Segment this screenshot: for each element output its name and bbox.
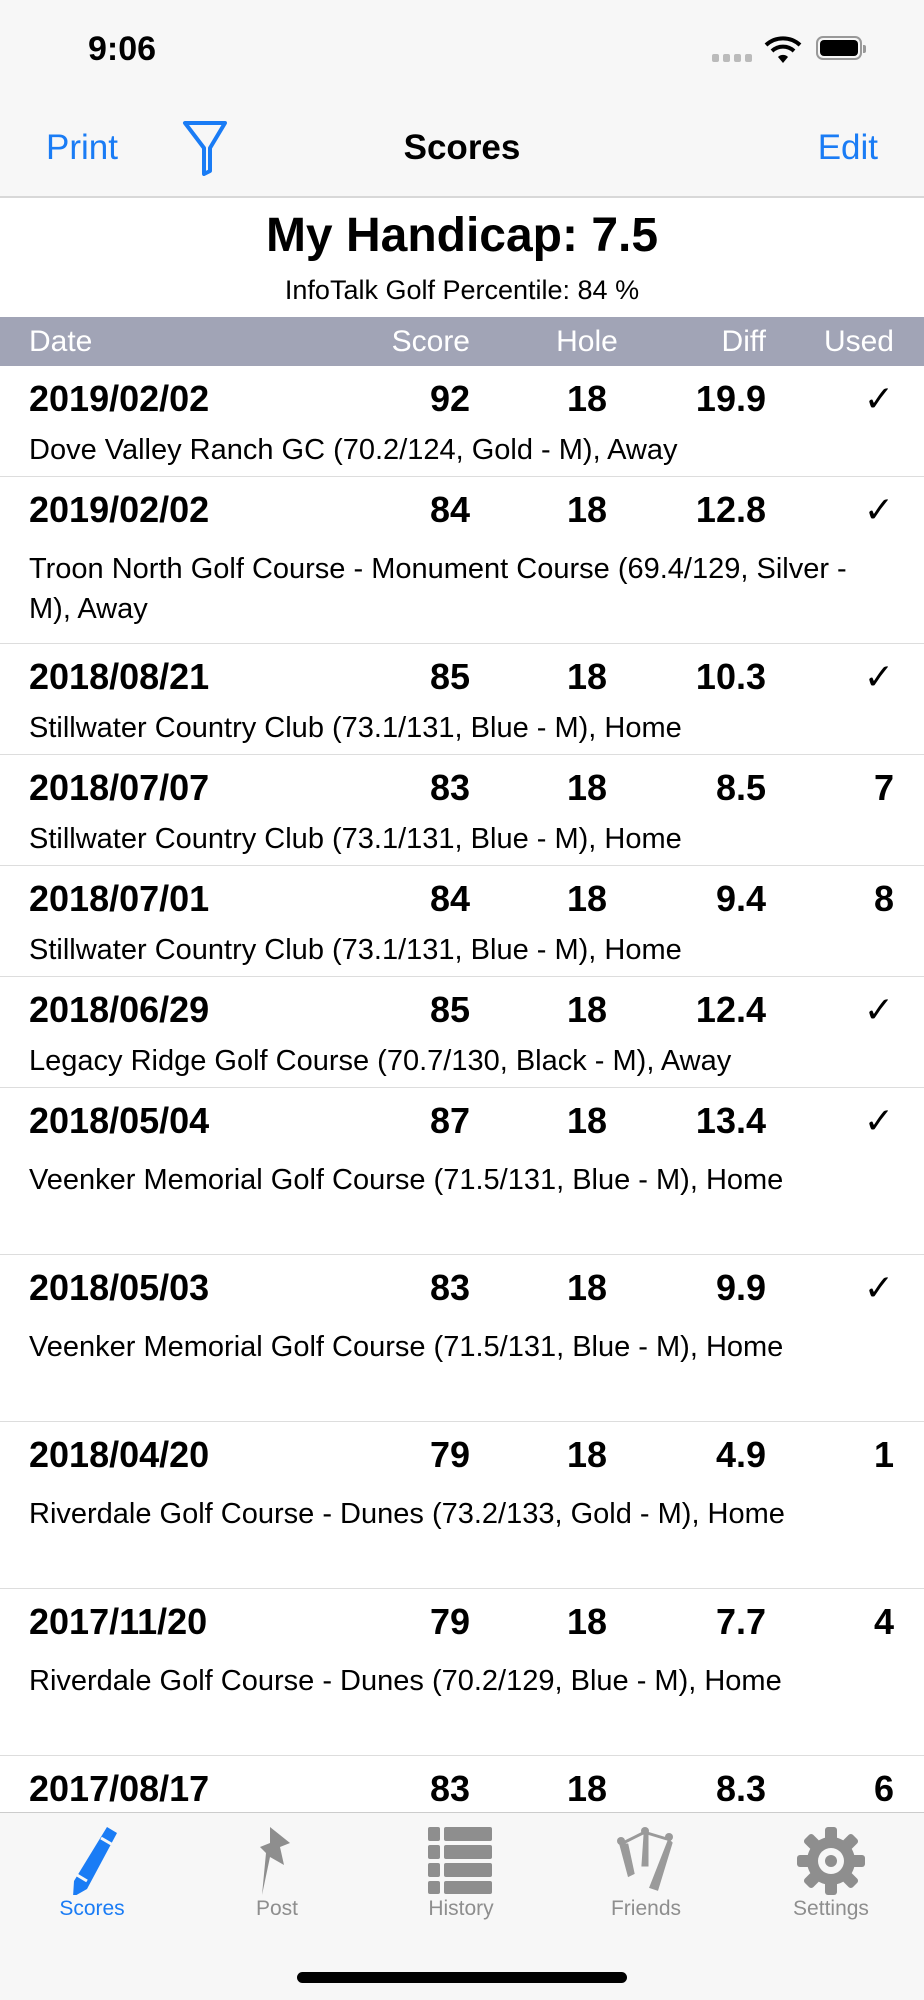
row-hole: 18 <box>566 989 608 1030</box>
row-used: 8 <box>873 878 894 919</box>
row-date: 2018/06/29 <box>29 989 210 1030</box>
row-used: 7 <box>873 767 894 808</box>
row-score: 85 <box>429 989 470 1030</box>
row-score: 83 <box>429 1768 470 1809</box>
pencil-icon <box>57 1823 127 1895</box>
used-check-icon: ✓ <box>863 656 894 697</box>
row-course: Veenker Memorial Golf Course (71.5/131, Blue - M), Home <box>29 1331 784 1363</box>
row-course: Dove Valley Ranch GC (70.2/124, Gold - M), Away <box>29 434 678 466</box>
row-score: 79 <box>429 1434 470 1475</box>
used-check-icon: ✓ <box>863 1267 894 1308</box>
row-course: Riverdale Golf Course - Dunes (70.2/129, Blue - M), Home <box>29 1665 782 1697</box>
row-diff: 7.7 <box>715 1601 766 1642</box>
nav-bar <box>0 100 924 198</box>
score-row[interactable] <box>0 1422 924 1589</box>
row-hole: 18 <box>566 1434 608 1475</box>
col-hole: Hole <box>556 325 618 358</box>
percentile-text: InfoTalk Golf Percentile: 84 % <box>284 275 640 305</box>
score-row[interactable] <box>0 977 924 1088</box>
row-diff: 12.4 <box>695 989 766 1030</box>
gear-icon <box>796 1823 866 1895</box>
row-score: 84 <box>429 489 470 530</box>
row-score: 85 <box>429 656 470 697</box>
row-date: 2018/07/01 <box>29 878 210 919</box>
row-score: 83 <box>429 1267 470 1308</box>
used-check-icon: ✓ <box>863 378 894 419</box>
row-hole: 18 <box>566 1267 608 1308</box>
status-time: 9:06 <box>88 30 157 68</box>
row-hole: 18 <box>566 1100 608 1141</box>
row-diff: 12.8 <box>695 489 766 530</box>
row-diff: 13.4 <box>695 1100 766 1141</box>
row-score: 87 <box>429 1100 470 1141</box>
score-row[interactable] <box>0 755 924 866</box>
table-header <box>0 317 924 366</box>
row-used: 6 <box>873 1768 894 1809</box>
row-hole: 18 <box>566 767 608 808</box>
pushpin-icon <box>242 1823 312 1895</box>
friends-icon <box>611 1823 681 1895</box>
row-hole: 18 <box>566 489 608 530</box>
tab-friends[interactable]: Friends <box>556 1813 736 1933</box>
col-diff: Diff <box>721 325 766 358</box>
row-date: 2018/05/04 <box>29 1100 210 1141</box>
row-diff: 10.3 <box>695 656 766 697</box>
row-score: 84 <box>429 878 470 919</box>
row-score: 92 <box>429 378 470 419</box>
row-date: 2018/05/03 <box>29 1267 210 1308</box>
used-check-icon: ✓ <box>863 489 894 530</box>
row-used: 4 <box>873 1601 894 1642</box>
score-row[interactable] <box>0 866 924 977</box>
row-course: Legacy Ridge Golf Course (70.7/130, Black - M), Away <box>29 1045 732 1077</box>
score-row[interactable] <box>0 477 924 644</box>
row-hole: 18 <box>566 878 608 919</box>
col-score: Score <box>391 325 470 358</box>
row-score: 83 <box>429 767 470 808</box>
signal-icon <box>712 54 752 62</box>
row-diff: 9.9 <box>715 1267 766 1308</box>
row-date: 2017/11/20 <box>29 1601 208 1642</box>
print-button[interactable]: Print <box>46 128 118 167</box>
score-row[interactable] <box>0 644 924 755</box>
score-row[interactable] <box>0 1255 924 1422</box>
wifi-icon <box>764 34 802 64</box>
row-diff: 4.9 <box>715 1434 766 1475</box>
row-date: 2018/04/20 <box>29 1434 210 1475</box>
row-date: 2018/07/07 <box>29 767 210 808</box>
row-course: Veenker Memorial Golf Course (71.5/131, Blue - M), Home <box>29 1164 784 1196</box>
col-used: Used <box>823 325 894 358</box>
row-date: 2018/08/21 <box>29 656 210 697</box>
row-score: 79 <box>429 1601 470 1642</box>
row-date: 2019/02/02 <box>29 378 210 419</box>
scores-list <box>0 366 924 1867</box>
row-diff: 9.4 <box>715 878 766 919</box>
row-used: 1 <box>873 1434 894 1475</box>
score-row[interactable] <box>0 1088 924 1255</box>
battery-icon <box>816 36 862 60</box>
row-hole: 18 <box>566 1768 608 1809</box>
row-course: Stillwater Country Club (73.1/131, Blue - M), Home <box>29 712 682 744</box>
list-icon <box>426 1823 496 1895</box>
status-bar <box>0 0 924 100</box>
used-check-icon: ✓ <box>863 989 894 1030</box>
row-course: Stillwater Country Club (73.1/131, Blue - M), Home <box>29 934 682 966</box>
row-date: 2017/08/17 <box>29 1768 210 1809</box>
row-date: 2019/02/02 <box>29 489 210 530</box>
row-diff: 8.5 <box>715 767 766 808</box>
row-hole: 18 <box>566 656 608 697</box>
row-course: Stillwater Country Club (73.1/131, Blue - M), Home <box>29 823 682 855</box>
col-date: Date <box>29 325 93 358</box>
row-hole: 18 <box>566 378 608 419</box>
tab-history[interactable]: History <box>371 1813 551 1933</box>
used-check-icon: ✓ <box>863 1100 894 1141</box>
edit-button[interactable]: Edit <box>817 128 878 167</box>
row-course: Riverdale Golf Course - Dunes (73.2/133, Gold - M), Home <box>29 1498 785 1530</box>
tab-settings[interactable]: Settings <box>741 1813 921 1933</box>
page-title: Scores <box>403 128 521 167</box>
row-hole: 18 <box>566 1601 608 1642</box>
score-row[interactable] <box>0 366 924 477</box>
row-diff: 19.9 <box>695 378 766 419</box>
tab-scores[interactable]: Scores <box>2 1813 182 1933</box>
row-diff: 8.3 <box>715 1768 766 1809</box>
row-course: Troon North Golf Course - Monument Course (69.4/129, Silver - M), Away <box>29 553 847 625</box>
score-row[interactable] <box>0 1589 924 1756</box>
home-indicator[interactable] <box>297 1972 627 1983</box>
tab-post[interactable]: Post <box>187 1813 367 1933</box>
handicap-title: My Handicap: 7.5 <box>265 209 659 262</box>
